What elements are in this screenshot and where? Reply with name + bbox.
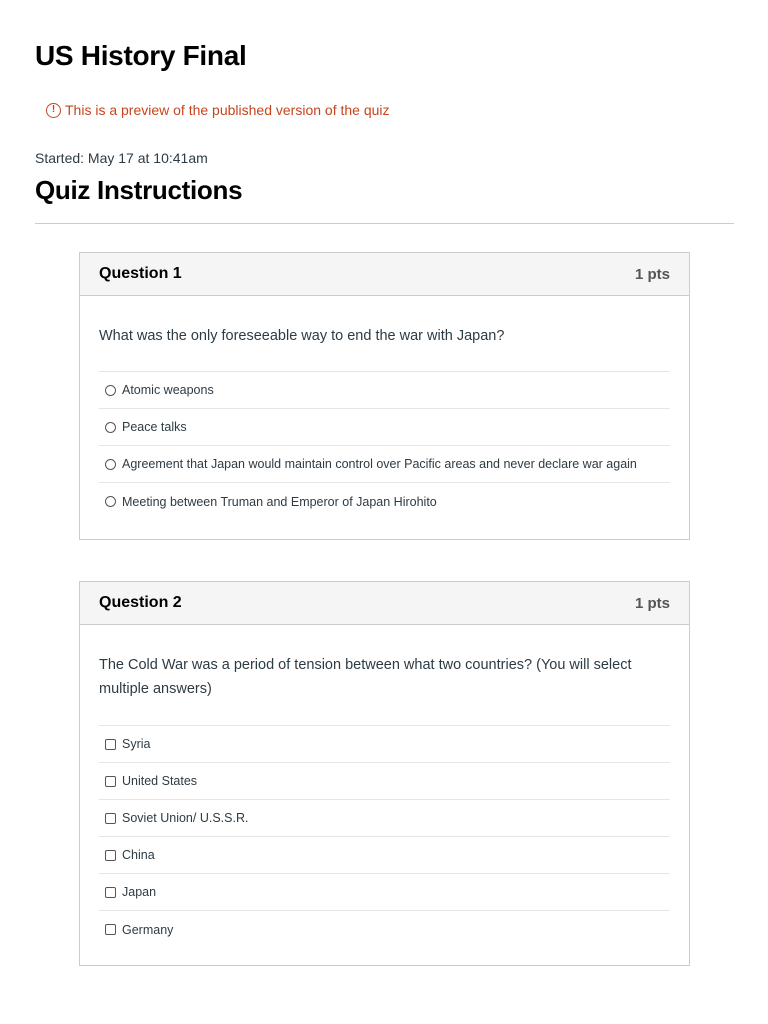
answer-option[interactable] (99, 837, 670, 874)
question-header (80, 582, 689, 625)
divider (35, 223, 734, 224)
preview-notice-text: This is a preview of the published version of the quiz (65, 102, 390, 118)
answer-label: Meeting between Truman and Emperor of Japan Hirohito (122, 494, 437, 509)
checkbox[interactable] (105, 813, 116, 824)
answer-label: Japan (122, 885, 157, 899)
answer-option[interactable] (99, 726, 670, 763)
answer-label: Atomic weapons (122, 383, 214, 397)
answer-label: Germany (122, 922, 174, 937)
answer-label: Agreement that Japan would maintain control over Pacific areas and never declare war again (122, 457, 637, 471)
question-2-card (79, 581, 690, 966)
answer-option[interactable] (99, 483, 670, 520)
question-name: Question 2 (99, 594, 182, 611)
answer-label: China (122, 848, 155, 862)
answer-label: United States (122, 774, 198, 788)
question-body (80, 625, 689, 948)
warning-circle-icon: ! (46, 103, 61, 118)
quiz-instructions-heading: Quiz Instructions (35, 175, 243, 205)
checkbox[interactable] (105, 887, 116, 898)
radio-button[interactable] (105, 422, 116, 433)
question-points: 1 pts (634, 594, 670, 612)
answer-option[interactable] (99, 372, 670, 409)
radio-button[interactable] (105, 496, 116, 507)
page-title: US History Final (35, 40, 247, 71)
question-header (80, 253, 689, 296)
answer-option[interactable] (99, 800, 670, 837)
checkbox[interactable] (105, 850, 116, 861)
radio-button[interactable] (105, 459, 116, 470)
question-1-card (79, 252, 690, 540)
answer-option[interactable] (99, 409, 670, 446)
checkbox[interactable] (105, 776, 116, 787)
answer-option[interactable] (99, 446, 670, 483)
started-timestamp: Started: May 17 at 10:41am (35, 150, 208, 166)
checkbox[interactable] (105, 924, 116, 935)
answer-option[interactable] (99, 911, 670, 948)
answer-option[interactable] (99, 874, 670, 911)
answer-list (99, 725, 670, 948)
answer-list (99, 371, 670, 520)
radio-button[interactable] (105, 385, 116, 396)
question-text: What was the only foreseeable way to end the war with Japan? (99, 328, 505, 344)
question-points: 1 pts (634, 265, 670, 283)
preview-notice (46, 102, 390, 118)
answer-label: Peace talks (122, 420, 187, 434)
answer-label: Soviet Union/ U.S.S.R. (122, 811, 249, 825)
question-body (80, 296, 689, 520)
question-text: The Cold War was a period of tension between what two countries? (You will select multiple answers) (99, 657, 632, 697)
answer-option[interactable] (99, 763, 670, 800)
checkbox[interactable] (105, 739, 116, 750)
question-name: Question 1 (99, 265, 182, 282)
answer-label: Syria (122, 737, 151, 751)
